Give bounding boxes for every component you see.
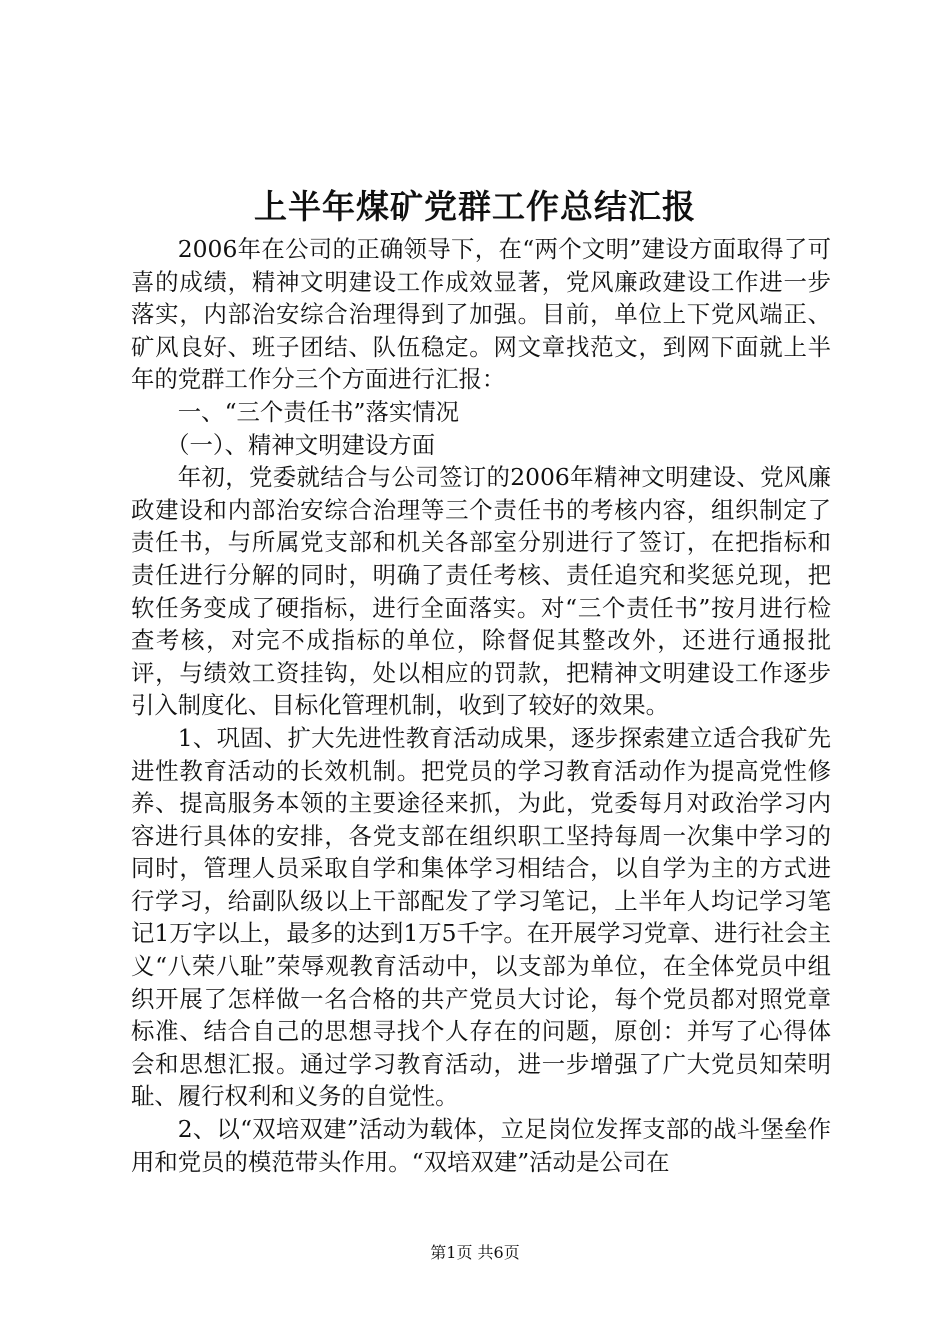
paragraph-responsibility: 年初，党委就结合与公司签订的2006年精神文明建设、党风廉政建设和内部治安综合治理等三个责任书的考核内容，组织制定了责任书，与所属党支部和机关各部室分别进行了签订，在把指标和责任进行分解的同时，明确了责任考核、责任追究和奖惩兑现，把软任务变成了硬指标，进行全面落实。对“三个责任书”按月进行检查考核，对完不成指标的单位，除督促其整改外，还进行通报批评，与绩效工资挂钩，处以相应的罚款，把精神文明建设工作逐步引入制度化、目标化管理机制，收到了较好的效果。 <box>131 463 831 720</box>
paragraph-item-1: 1、巩固、扩大先进性教育活动成果，逐步探索建立适合我矿先进性教育活动的长效机制。把党员的学习教育活动作为提高党性修养、提高服务本领的主要途径来抓，为此，党委每月对政治学习内容进行具体的安排，各党支部在组织职工坚持每周一次集中学习的同时，管理人员采取自学和集体学习相结合，以自学为主的方式进行学习，给副队级以上干部配发了学习笔记，上半年人均记学习笔记1万字以上，最多的达到1万5千字。在开展学习党章、进行社会主义“八荣八耻”荣辱观教育活动中，以支部为单位，在全体党员中组织开展了怎样做一名合格的共产党员大讨论，每个党员都对照党章标准、结合自己的思想寻找个人存在的问题，原创：并写了心得体会和思想汇报。通过学习教育活动，进一步增强了广大党员知荣明耻、履行权利和义务的自觉性。 <box>131 723 831 1111</box>
section-heading: 一、“三个责任书”落实情况 <box>177 397 460 426</box>
document-title: 上半年煤矿党群工作总结汇报 <box>254 187 696 226</box>
page-indicator: 第1页 共6页 <box>430 1243 520 1262</box>
paragraph-item-2: 2、以“双培双建”活动为载体，立足岗位发挥支部的战斗堡垒作用和党员的模范带头作用。“双培双建”活动是公司在 <box>131 1115 831 1176</box>
subsection-heading: （一）、精神文明建设方面 <box>166 430 436 459</box>
paragraph-intro: 2006年在公司的正确领导下，在“两个文明”建设方面取得了可喜的成绩，精神文明建设工作成效显著，党风廉政建设工作进一步落实，内部治安综合治理得到了加强。目前，单位上下党风端正、矿风良好、班子团结、队伍稳定。网文章找范文，到网下面就上半年的党群工作分三个方面进行汇报： <box>131 235 831 394</box>
document-body <box>131 233 831 1178</box>
